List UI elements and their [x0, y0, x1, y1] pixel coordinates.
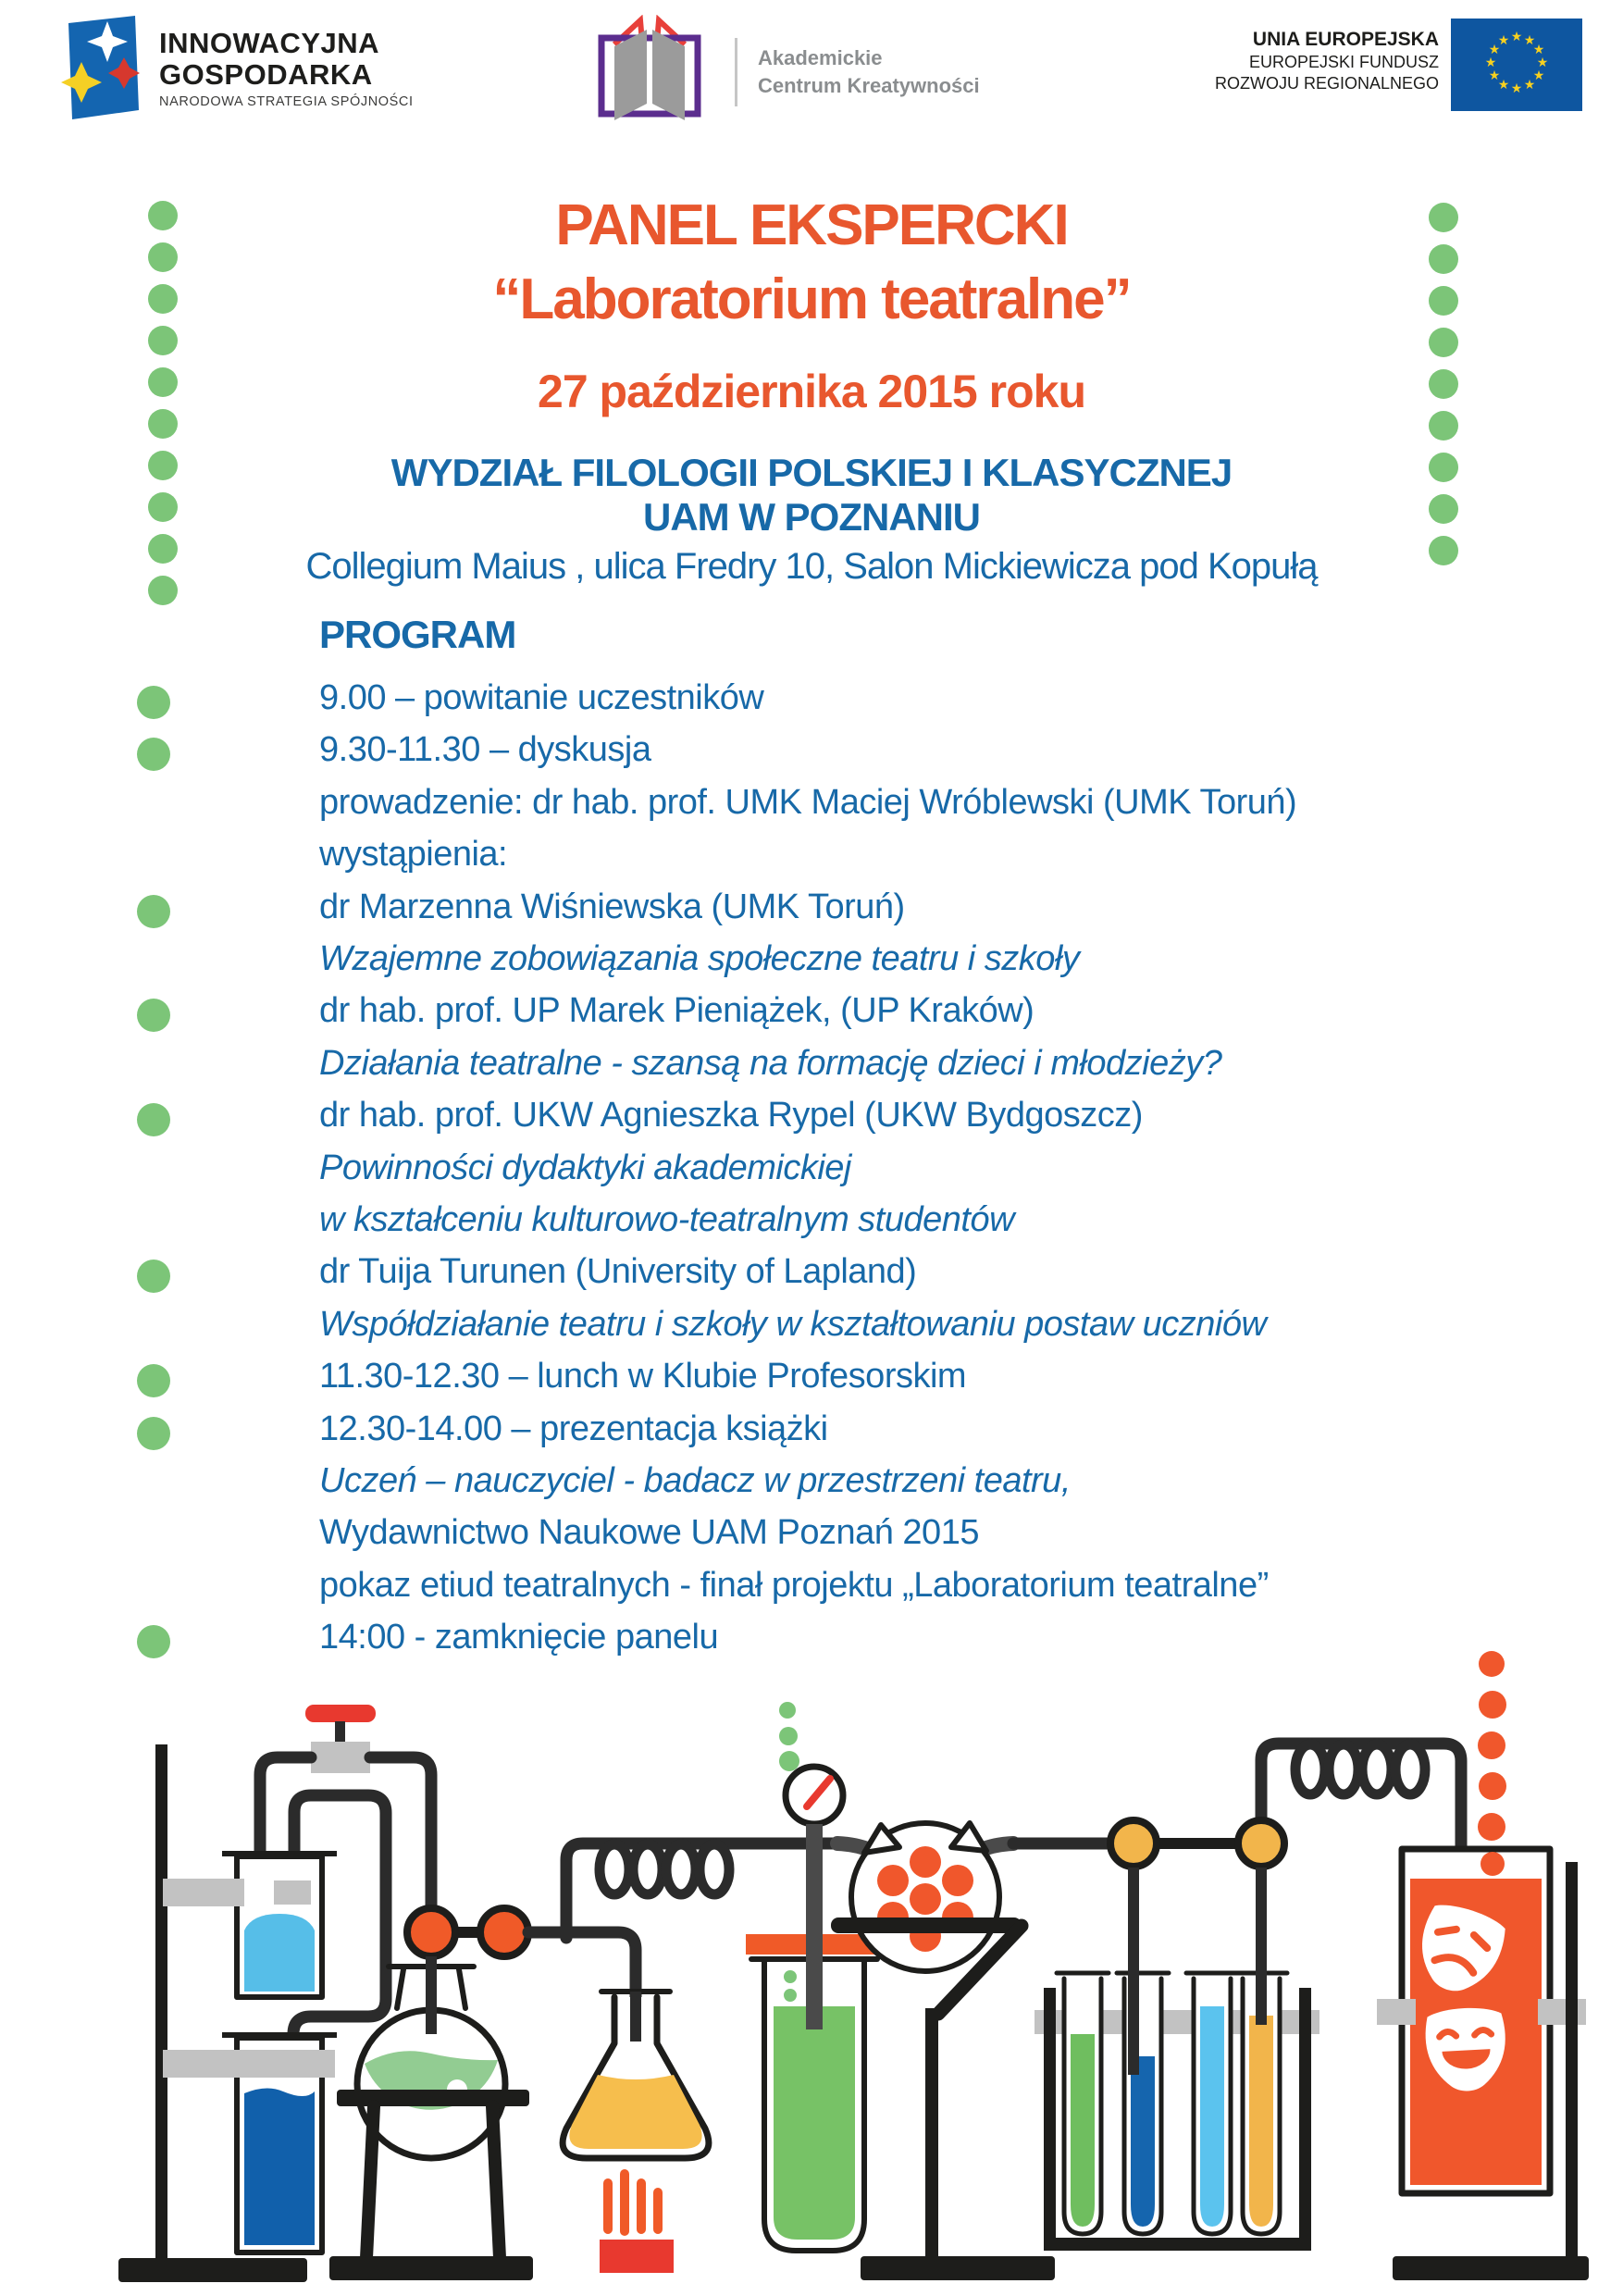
program-heading: PROGRAM	[319, 613, 516, 656]
green-column-dot	[148, 367, 178, 397]
program-line: Współdziałanie teatru i szkoły w kształtowaniu postaw uczniów	[319, 1304, 1267, 1344]
program-line: dr Marzenna Wiśniewska (UMK Toruń)	[319, 887, 905, 926]
green-column-dot	[1429, 536, 1458, 565]
program-line: Działania teatralne - szansą na formację dzieci i młodzieży?	[319, 1043, 1222, 1083]
pipe	[370, 1757, 431, 1908]
venue-university: UAM W POZNANIU	[643, 495, 980, 539]
green-bullet-dot	[137, 895, 170, 928]
program-line: dr hab. prof. UP Marek Pieniążek, (UP Kraków)	[319, 991, 1035, 1031]
event-date: 27 października 2015 roku	[538, 366, 1085, 417]
green-column-dot	[1429, 328, 1458, 357]
pipe	[1128, 1868, 1139, 2075]
svg-text:★: ★	[1536, 56, 1549, 70]
logo-ack-line2: Centrum Kreatywności	[758, 74, 980, 97]
logo-ack-line1: Akademickie	[758, 46, 883, 69]
svg-text:★: ★	[1532, 68, 1545, 83]
program-line: 9.30-11.30 – dyskusja	[319, 730, 651, 770]
green-column-dot	[148, 326, 178, 355]
program-line: Powinności dydaktyki akademickiej	[319, 1148, 851, 1187]
svg-text:★: ★	[1484, 56, 1497, 70]
bubbles-icon	[1478, 1651, 1506, 1876]
green-column-dot	[148, 409, 178, 439]
valve-red-icon	[305, 1705, 376, 1773]
logo-divider	[735, 38, 737, 106]
logo-akademickie-centrum	[592, 17, 1055, 128]
svg-text:★: ★	[1510, 30, 1523, 44]
logo-eu-line2: EUROPEJSKI FUNDUSZ	[1248, 53, 1439, 71]
program-line: 12.30-14.00 – prezentacja książki	[319, 1409, 828, 1448]
green-bullet-dot	[137, 738, 170, 771]
green-column-dot	[148, 576, 178, 605]
program-line: dr hab. prof. UKW Agnieszka Rypel (UKW Bydgoszcz)	[319, 1096, 1143, 1136]
program-line: w kształceniu kulturowo-teatralnym studentów	[319, 1200, 1015, 1239]
pipe	[260, 1757, 311, 1858]
green-bullet-dot	[137, 1417, 170, 1450]
green-column-dot	[1429, 203, 1458, 232]
green-bullet-dot	[137, 999, 170, 1032]
program-line: Wydawnictwo Naukowe UAM Poznań 2015	[319, 1513, 979, 1553]
green-column-dot	[1429, 494, 1458, 524]
coil-icon	[600, 1844, 729, 1894]
open-book-icon	[592, 15, 714, 130]
program-line: dr Tuija Turunen (University of Lapland)	[319, 1252, 917, 1292]
venue-address: Collegium Maius , ulica Fredry 10, Salon Mickiewicza pod Kopułą	[305, 546, 1318, 587]
logo-unia-europejska	[1134, 28, 1439, 94]
clamp	[163, 2050, 335, 2078]
pipe	[1256, 1868, 1267, 2025]
green-column-dot	[1429, 453, 1458, 482]
logo-eu-line1: UNIA EUROPEJSKA	[1252, 29, 1439, 50]
logo-innowacyjna-line2: GOSPODARKA	[159, 57, 373, 91]
test-tube-lightblue-icon	[222, 1851, 337, 1997]
page-title-line1: PANEL EKSPERCKI	[555, 193, 1068, 257]
green-column-dot	[1429, 244, 1458, 274]
svg-text:★: ★	[1488, 43, 1501, 57]
green-bullet-dot	[137, 686, 170, 719]
green-column-dot	[148, 492, 178, 522]
logo-innowacyjna-line1: INNOWACYJNA	[159, 26, 380, 59]
green-column-dot	[148, 284, 178, 314]
page-title-line2: “Laboratorium teatralne”	[492, 267, 1131, 331]
valve-orange-icon	[480, 1908, 528, 1956]
program-line: prowadzenie: dr hab. prof. UMK Maciej Wróblewski (UMK Toruń)	[319, 782, 1297, 822]
clamp	[163, 1879, 244, 1906]
green-bullet-dot	[137, 1364, 170, 1397]
program-line: 14:00 - zamknięcie panelu	[319, 1618, 719, 1657]
program-line: 9.00 – powitanie uczestników	[319, 678, 764, 717]
program-line: pokaz etiud teatralnych - finał projektu „Laboratorium teatralne”	[319, 1565, 1269, 1605]
green-column-dot	[1429, 286, 1458, 316]
green-column-dot	[1429, 411, 1458, 441]
coil-icon	[1295, 1744, 1425, 1794]
svg-text:★: ★	[1497, 33, 1510, 48]
venue-faculty: WYDZIAŁ FILOLOGII POLSKIEJ I KLASYCZNEJ	[390, 451, 1233, 494]
svg-text:★: ★	[1523, 33, 1536, 48]
svg-text:★: ★	[1497, 78, 1510, 93]
gauge-icon	[779, 1702, 843, 1824]
test-tube-rack-icon	[1035, 1973, 1319, 2251]
program-line: Uczeń – nauczyciel - badacz w przestrzeni teatru,	[319, 1461, 1071, 1500]
innowacyjna-flag-icon	[54, 14, 146, 123]
laboratory-illustration	[0, 1647, 1623, 2295]
logo-innowacyjna-line3: NARODOWA STRATEGIA SPÓJNOŚCI	[159, 93, 414, 109]
erlenmeyer-flask-icon	[563, 1992, 709, 2158]
logo-innowacyjna-gospodarka	[54, 15, 498, 121]
green-bullet-dot	[137, 1103, 170, 1136]
green-column-dot	[148, 242, 178, 272]
green-bullet-dot	[137, 1260, 170, 1293]
flame-icon	[600, 2169, 674, 2273]
clamp	[274, 1880, 311, 1905]
svg-text:★: ★	[1488, 68, 1501, 83]
valve-yellow-icon	[1238, 1820, 1284, 1867]
green-column-dot	[1429, 369, 1458, 399]
program-line: wystąpienia:	[319, 835, 508, 875]
green-column-dot	[148, 201, 178, 230]
valve-yellow-icon	[1110, 1820, 1157, 1867]
green-column-dot	[148, 451, 178, 480]
svg-text:★: ★	[1510, 81, 1523, 96]
green-column-dot	[148, 534, 178, 564]
logo-eu-line3: ROZWOJU REGIONALNEGO	[1214, 74, 1439, 93]
svg-text:★: ★	[1532, 43, 1545, 57]
program-line: Wzajemne zobowiązania społeczne teatru i szkoły	[319, 939, 1080, 978]
round-flask-icon	[329, 1956, 533, 2280]
eu-flag-icon	[1451, 19, 1582, 111]
program-line: 11.30-12.30 – lunch w Klubie Profesorskim	[319, 1357, 967, 1396]
valve-orange-icon	[407, 1908, 455, 1956]
svg-text:★: ★	[1523, 78, 1536, 93]
